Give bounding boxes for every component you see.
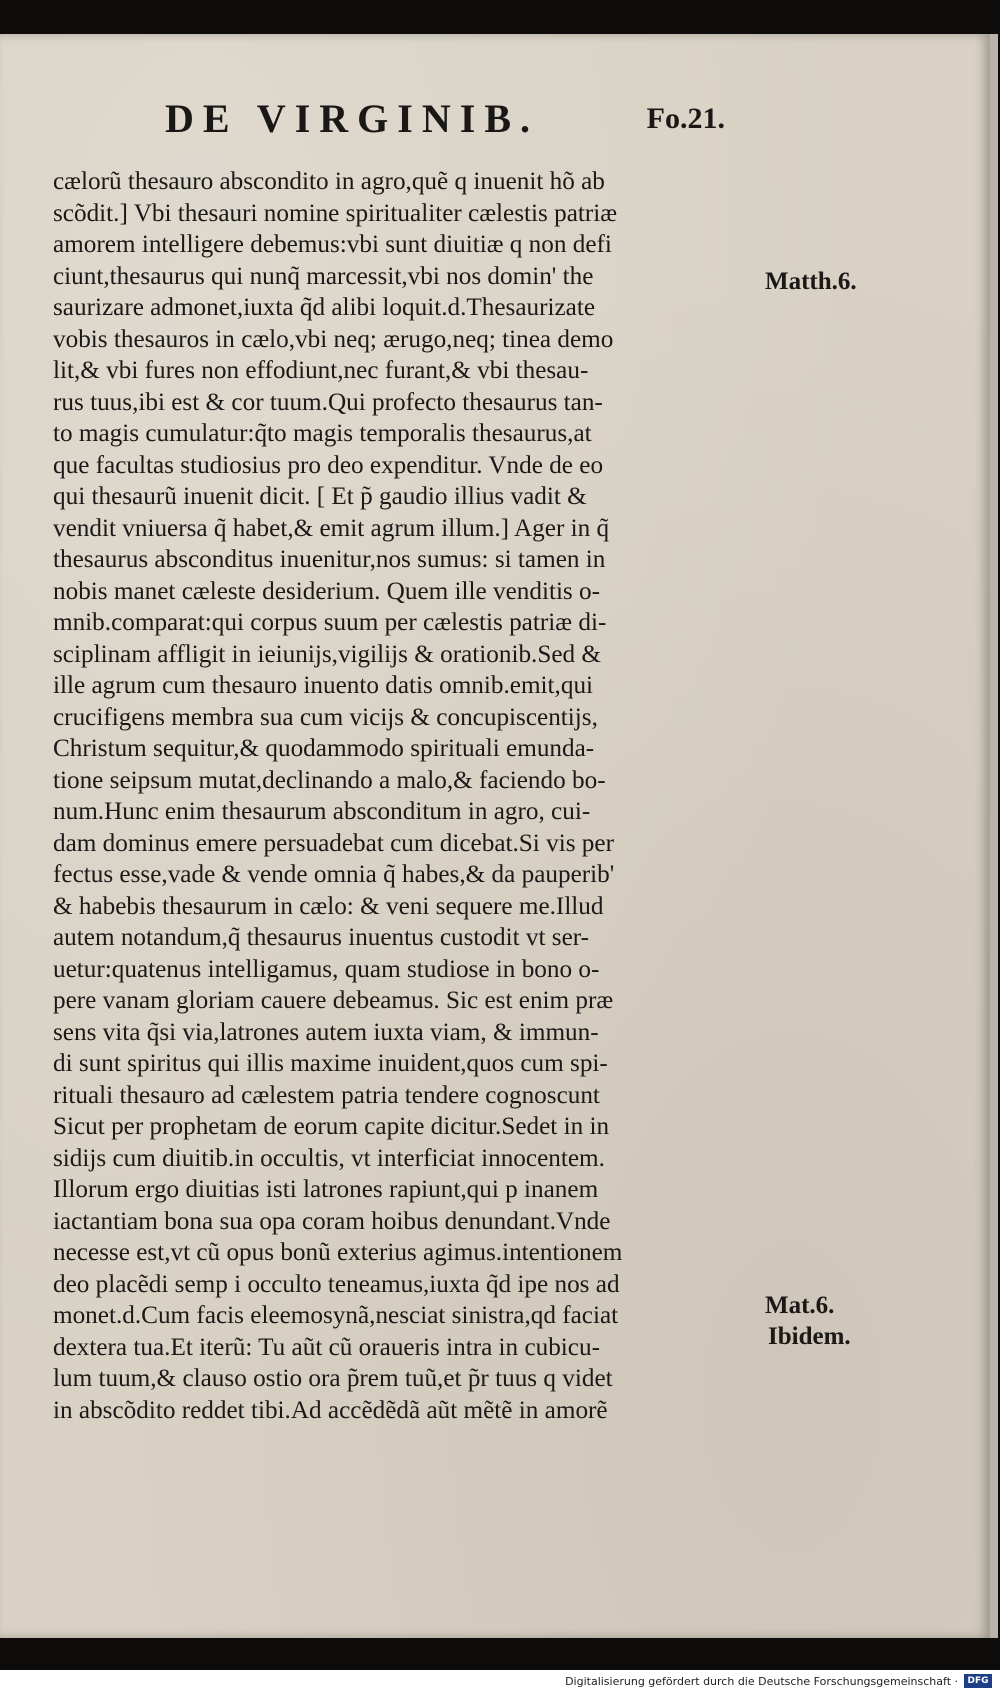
text-line: crucifigens membra sua cum vicijs & concupiscentijs,: [53, 703, 598, 731]
text-line: to magis cumulatur:q̃to magis temporalis thesaurus,at: [53, 420, 592, 447]
text-line: dextera tua.Et iterũ: Tu aũt cũ oraueris intra in cubicu-: [53, 1333, 600, 1361]
text-line: thesaurus absconditus inuenitur,nos sumus: si tamen in: [53, 546, 606, 573]
margin-note-ibidem: Ibidem.: [768, 1323, 851, 1350]
text-line: num.Hunc enim thesaurum absconditum in agro, cui-: [53, 798, 591, 825]
text-line: Illorum ergo diuitias isti latrones rapiunt,qui p inanem: [53, 1176, 599, 1203]
text-line: sens vita q̃si via,latrones autem iuxta viam, & immun-: [53, 1018, 599, 1046]
text-line: nobis manet cæleste desiderium. Quem ille venditis o-: [53, 577, 601, 605]
text-line: saurizare admonet,iuxta q̃d alibi loquit.d.Thesaurizate: [53, 294, 596, 321]
text-line: di sunt spiritus qui illis maxime inuident,quos cum spi-: [53, 1050, 608, 1077]
margin-note-mat: Mat.6.: [765, 1292, 835, 1319]
page-edge: [990, 34, 998, 1638]
text-line: dam dominus emere persuadebat cum dicebat.Si vis per: [53, 829, 614, 857]
funding-credit: Digitalisierung gefördert durch die Deutsche Forschungsgemeinschaft ·: [565, 1675, 958, 1688]
text-line: qui thesaurũ inuenit dicit. [ Et p̃ gaudio illius vadit &: [53, 483, 587, 510]
text-line: uetur:quatenus intelligamus, quam studiose in bono o-: [53, 955, 600, 983]
text-line: amorem intelligere debemus:vbi sunt diuitiæ q non defi: [53, 231, 612, 258]
text-line: Sicut per prophetam de eorum capite dicitur.Sedet in in: [53, 1113, 610, 1140]
book-page: [0, 34, 990, 1638]
text-line: pere vanam gloriam cauere debeamus. Sic est enim præ: [53, 987, 614, 1014]
text-line: sidijs cum diuitib.in occultis, vt interficiat innocentem.: [53, 1144, 605, 1172]
text-line: vendit vniuersa q̃ habet,& emit agrum illum.] Ager in q̃: [53, 514, 610, 542]
footer-bar: [0, 1670, 1000, 1693]
text-line: tione seipsum mutat,declinando a malo,& faciendo bo-: [53, 766, 606, 794]
running-head: [165, 92, 725, 146]
text-line: cælorũ thesauro abscondito in agro,quẽ q inuenit hõ ab: [53, 168, 605, 195]
text-line: que facultas studiosius pro deo expenditur. Vnde de eo: [53, 451, 604, 479]
text-line: lit,& vbi fures non effodiunt,nec furant,& vbi thesau-: [53, 357, 589, 384]
folio-number: Fo.21.: [646, 102, 725, 135]
text-line: necesse est,vt cũ opus bonũ exterius agimus.intentionem: [53, 1239, 623, 1266]
margin-note-matth: Matth.6.: [765, 268, 857, 295]
running-head-title: DE VIRGINIB.: [165, 96, 539, 141]
text-line: in abscõdito reddet tibi.Ad accẽdẽdã aũt mẽtẽ in amorẽ: [53, 1396, 608, 1424]
text-line: sciplinam affligit in ieiunijs,vigilijs & orationib.Sed &: [53, 640, 602, 668]
text-line: scõdit.] Vbi thesauri nomine spiritualiter cælestis patriæ: [53, 199, 618, 227]
body-text: [53, 166, 763, 1426]
text-line: ille agrum cum thesauro inuento datis omnib.emit,qui: [53, 672, 594, 699]
text-line: rituali thesauro ad cælestem patria tendere cognoscunt: [53, 1081, 600, 1109]
text-line: iactantiam bona sua opa coram hoibus denundant.Vnde: [53, 1207, 611, 1235]
dfg-logo-icon: DFG: [964, 1674, 992, 1688]
text-line: Christum sequitur,& quodammodo spirituali emunda-: [53, 735, 595, 762]
text-line: fectus esse,vade & vende omnia q̃ habes,& da pauperib': [53, 861, 615, 888]
text-line: deo placẽdi semp i occulto teneamus,iuxta q̃d ipe nos ad: [53, 1270, 620, 1298]
text-line: ciunt,thesaurus qui nunq̃ marcessit,vbi nos domin' the: [53, 262, 594, 290]
text-line: rus tuus,ibi est & cor tuum.Qui profecto thesaurus tan-: [53, 388, 603, 416]
text-line: autem notandum,q̃ thesaurus inuentus custodit vt ser-: [53, 924, 590, 951]
text-line: lum tuum,& clauso ostio ora p̃rem tuũ,et p̃r tuus q videt: [53, 1365, 613, 1392]
text-line: monet.d.Cum facis eleemosynã,nesciat sinistra,qd faciat: [53, 1302, 619, 1329]
text-line: mnib.comparat:qui corpus suum per cælestis patriæ di-: [53, 609, 607, 636]
text-line: & habebis thesaurum in cælo: & veni sequere me.Illud: [53, 892, 604, 920]
text-line: vobis thesauros in cælo,vbi neq; ærugo,neq; tinea demo: [53, 325, 614, 353]
